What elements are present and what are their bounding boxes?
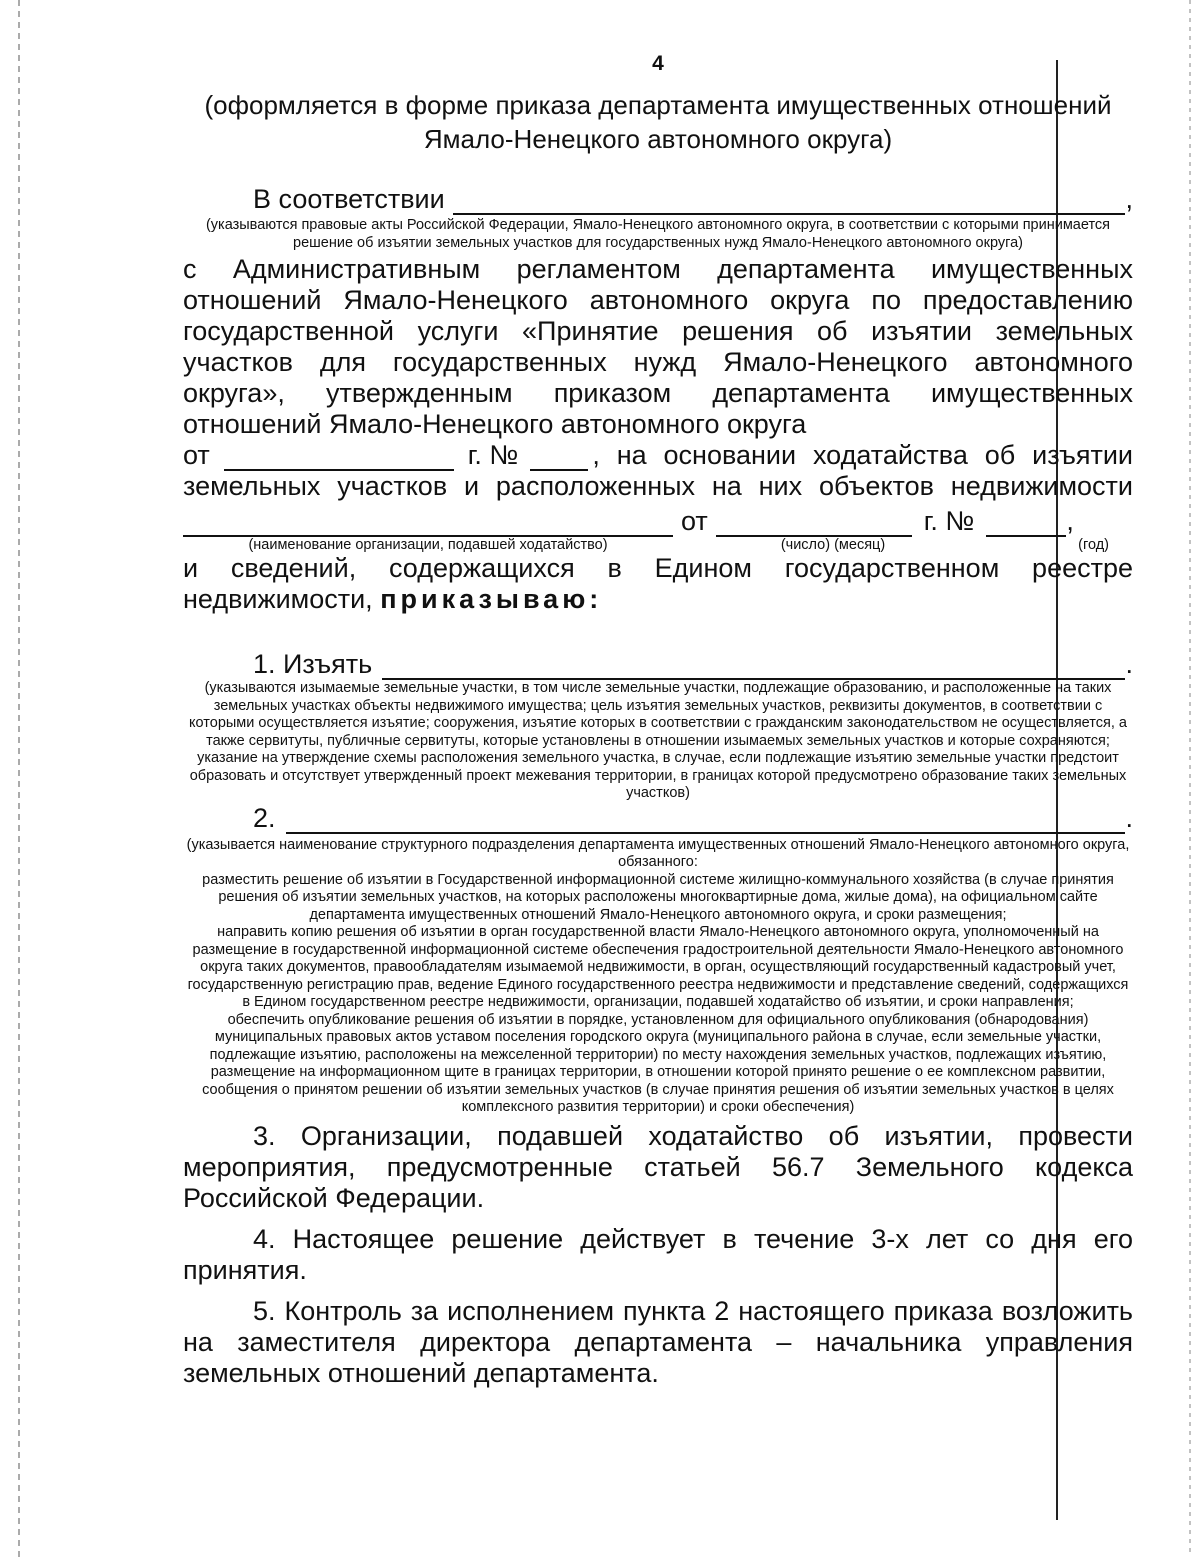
org-comma: , [1066, 506, 1074, 536]
note-item2-c: направить копию решения об изъятии в орган государственной власти Ямало-Ненецкого автономного округа, уполномоченный на размещение в государственной информационной системе обеспечения градостроительной деятельности Ямало-Ненецкого автономного округа таких документов, правообладателям изымаемой недвижимости, в орган, осуществляющий государственный кадастровый учет, государственную регистрацию прав, ведение Единого государственного реестра недвижимости и представление сведений, содержащихся в Едином государственном реестре недвижимости, организации, подавшей ходатайство об изъятии, и сроки направления; [187, 924, 1129, 1010]
scan-edge-left [18, 0, 20, 1557]
org-date-blank [716, 511, 912, 537]
note-org: (наименование организации, подавшей ходатайство) [248, 537, 608, 553]
item1-end: . [1125, 649, 1133, 679]
row-from [183, 440, 1133, 471]
intro-comma: , [1125, 184, 1133, 214]
org-g-no: г. № [923, 506, 975, 536]
org-ot: от [681, 506, 708, 536]
note-item1: (указываются изымаемые земельные участки, в том числе земельные участки, подлежащие образованию, и расположенные на таких земельных участках объекты недвижимого имущества; цель изъятия земельных участков, реквизиты документов, в соответствии с которыми осуществляется изъятие; сооружения, изъятие которых в соответствии с гражданским законодательством не осуществляется, а также сервитуты, публичные сервитуты, которые установлены в отношении изымаемых земельных участков и которые сохраняются; указание на утверждение схемы расположения земельного участка, в случае, если подлежащие изъятию земельные участки предстоит образовать и отсутствует утвержденный проект межевания территории, в границах которой предусмотрено образование таких земельных участков) [189, 680, 1127, 801]
item2-end: . [1125, 802, 1133, 833]
egrn-text: и сведений, содержащихся в Едином государственном реестре недвижимости, [183, 553, 1133, 614]
item5: 5. Контроль за исполнением пункта 2 настоящего приказа возложить на заместителя директора департамента – начальника управления земельных отношений департамента. [183, 1295, 1133, 1388]
note-date: (число) (месяц) [780, 537, 886, 553]
item2-row [183, 803, 1133, 834]
paragraph-egrn [183, 553, 1133, 615]
document-page [183, 52, 1133, 1389]
row-org [183, 506, 1133, 537]
acts-blank [453, 189, 1126, 215]
line-objects: земельных участков и расположенных на них объектов недвижимости [183, 471, 1133, 501]
org-blank [183, 511, 673, 537]
intro-prefix: В соответствии [253, 184, 445, 214]
document-header: (оформляется в форме приказа департамента имущественных отношений Ямало-Ненецкого автономного округа) [204, 90, 1112, 154]
from-g-no: г. № [467, 440, 519, 470]
item1-label: 1. Изъять [253, 649, 373, 679]
item3: 3. Организации, подавшей ходатайство об изъятии, провести мероприятия, предусмотренные статьей 56.7 Земельного кодекса Российской Федерации. [183, 1120, 1133, 1213]
paragraph-main: с Административным регламентом департамента имущественных отношений Ямало-Ненецкого автономного округа по предоставлению государственной услуги «Принятие решения об изъятии земельных участков для государственных нужд Ямало-Ненецкого автономного округа», утвержденным приказом департамента имущественных отношений Ямало-Ненецкого автономного округа [183, 254, 1133, 439]
note-acts: (указываются правовые акты Российской Федерации, Ямало-Ненецкого автономного округа, в соответствии с которыми принимается решение об изъятии земельных участков для государственных нужд Ямало-Ненецкого автономного округа) [205, 217, 1111, 251]
intro-row [183, 184, 1133, 215]
item4: 4. Настоящее решение действует в течение 3-х лет со дня его принятия. [183, 1223, 1133, 1285]
order-word: приказываю: [380, 584, 603, 614]
note-item2-d: обеспечить опубликование решения об изъятии в порядке, установленном для официального опубликования (обнародования) муниципальных правовых актов уставом поселения городского округа (муниципального района в случае, если земельные участки, подлежащие изъятию, расположены на межселенной территории) по месту нахождения земельных участков, подлежащих изъятию, размещение на информационном щите в границах территории, в отношении которой принято решение о ее комплексном развитии, сообщения о принятом решении об изъятии земельных участков (в случае принятия решения об изъятии земельных участков в целях комплексного развития территории) и сроки обеспечения) [202, 1011, 1114, 1115]
page-number: 4 [652, 52, 664, 75]
org-number-blank [986, 511, 1066, 537]
note-year: (год) [1078, 537, 1109, 553]
note-item2-a: (указывается наименование структурного подразделения департамента имущественных отношений Ямало-Ненецкого автономного округа, обязанного: [186, 836, 1130, 870]
item2-blank [286, 808, 1126, 834]
org-notes-row [183, 537, 1133, 553]
from-ot: от [183, 440, 210, 470]
from-rest: , на основании ходатайства об изъятии [592, 440, 1133, 470]
item1-row [183, 649, 1133, 680]
date-blank [224, 445, 454, 471]
number-blank [530, 445, 588, 471]
note-item2-b: разместить решение об изъятии в Государственной информационной системе жилищно-коммунального хозяйства (в случае принятия решения об изъятии земельных участков, на которых расположены многоквартирные дома, жилые дома), на официальном сайте департамента имущественных отношений Ямало-Ненецкого автономного округа, и сроки размещения; [202, 871, 1114, 923]
item2-label: 2. [253, 802, 276, 833]
scan-edge-right [1189, 0, 1191, 1557]
item1-blank [382, 654, 1125, 680]
